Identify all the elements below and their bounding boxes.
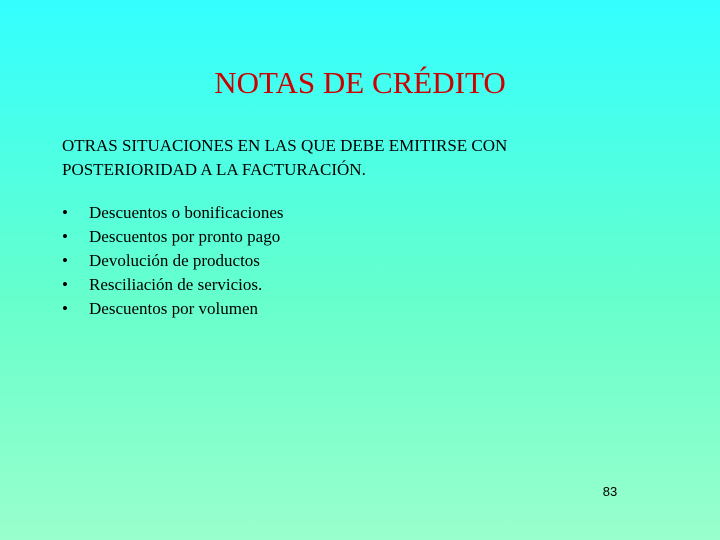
bullet-list <box>62 201 284 321</box>
bullet-icon: • <box>62 299 68 318</box>
list-item <box>62 249 284 273</box>
list-item-text: Descuentos por pronto pago <box>89 227 281 246</box>
bullet-icon: • <box>62 203 68 222</box>
page-number: 83 <box>602 484 618 499</box>
list-item-text: Resciliación de servicios. <box>89 275 263 294</box>
list-item-text: Devolución de productos <box>89 251 260 270</box>
intro-line: POSTERIORIDAD A LA FACTURACIÓN. <box>62 160 366 179</box>
list-item <box>62 201 284 225</box>
intro-line: OTRAS SITUACIONES EN LAS QUE DEBE EMITIRSE CON <box>62 136 508 155</box>
list-item-text: Descuentos por volumen <box>89 299 259 318</box>
intro-paragraph <box>62 134 662 182</box>
bullet-icon: • <box>62 275 68 294</box>
bullet-icon: • <box>62 227 68 246</box>
list-item <box>62 225 284 249</box>
slide-title: NOTAS DE CRÉDITO <box>214 65 506 100</box>
list-item <box>62 273 284 297</box>
list-item <box>62 297 284 321</box>
list-item-text: Descuentos o bonificaciones <box>89 203 284 222</box>
bullet-icon: • <box>62 251 68 270</box>
